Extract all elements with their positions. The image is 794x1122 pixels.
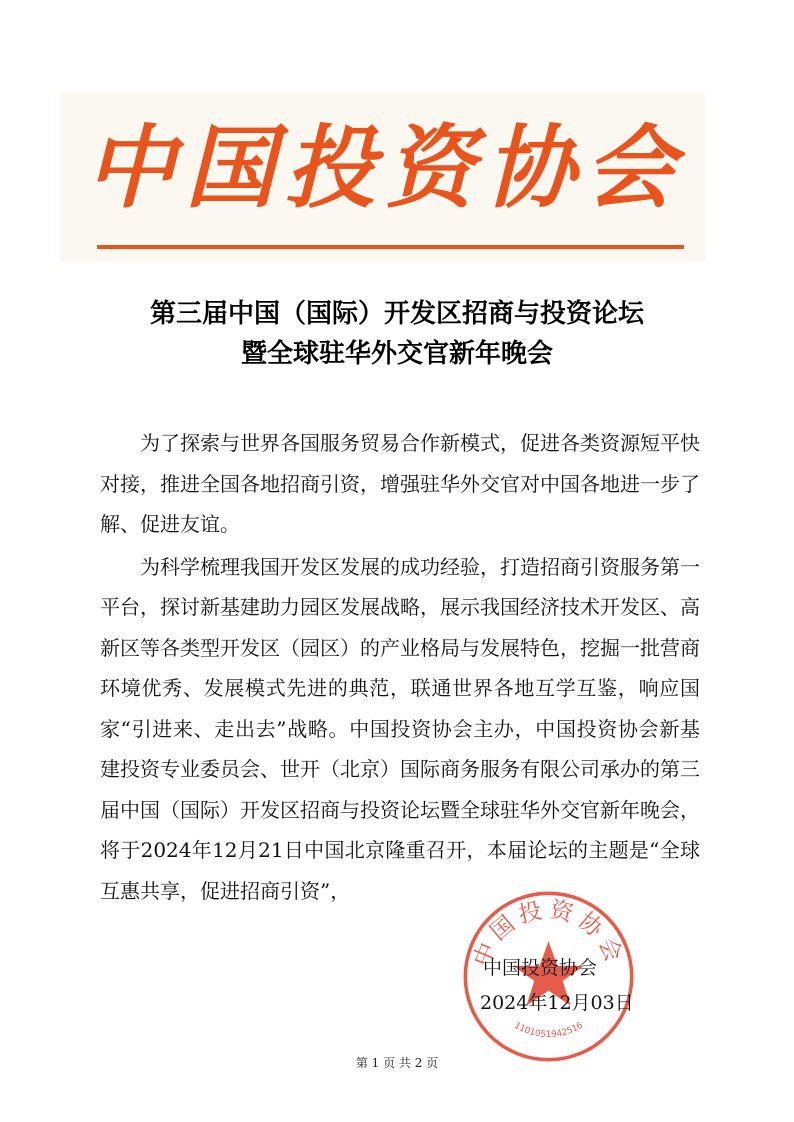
seal-code: 1101051942516: [512, 1020, 585, 1040]
document-body: [100, 423, 700, 911]
body-paragraph-1: 为了探索与世界各国服务贸易合作新模式，促进各类资源短平快对接，推进全国各地招商引资，增强驻华外交官对中国各地进一步了解、促进友谊。: [100, 431, 700, 536]
seal-text: 中国投资协会: [468, 896, 629, 971]
svg-text:1101051942516: [512, 1021, 585, 1040]
signature-date: 2024年12月03日: [480, 992, 634, 1014]
page-number: 第 1 页 共 2 页: [355, 1056, 439, 1070]
document-title-line-2: 暨全球驻华外交官新年晚会: [240, 339, 553, 369]
document-title-line-1: 第三届中国（国际）开发区招商与投资论坛: [149, 299, 644, 329]
letterhead-rule: [97, 245, 684, 249]
letterhead-logo: 中国投资协会: [85, 115, 685, 221]
signature-organization: 中国投资协会: [483, 957, 598, 979]
body-paragraph-2: 为科学梳理我国开发区发展的成功经验，打造招商引资服务第一平台，探讨新基建助力园区发展战略，展示我国经济技术开发区、高新区等各类型开发区（园区）的产业格局与发展特色，挖掘一批营商环境优秀、发展模式先进的典范，联通世界各地互学互鉴，响应国家“引进来、走出去”战略。中国投资协会主办，中国投资协会新基建投资专业委员会、世开（北京）国际商务服务有限公司承办的第三届中国（国际）开发区招商与投资论坛暨全球驻华外交官新年晚会，将于2024年12月21日中国北京隆重召开，本届论坛的主题是“全球互惠共享，促进招商引资”，: [100, 554, 700, 903]
